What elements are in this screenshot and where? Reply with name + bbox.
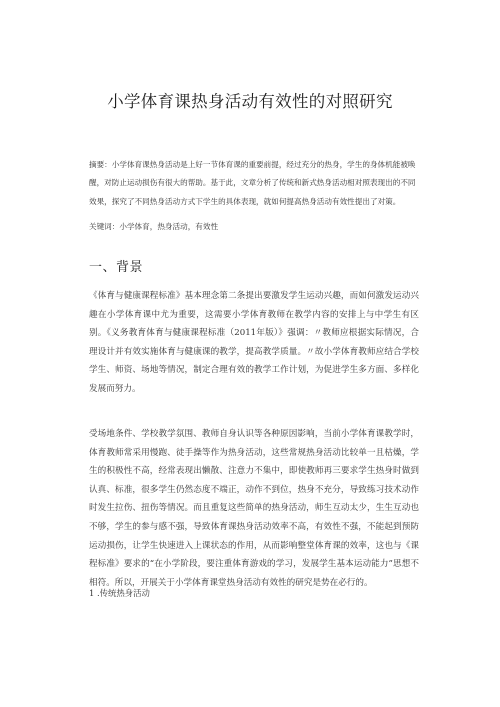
- keywords-line: 关键词：小学体育，热身活动，有效性: [89, 222, 219, 231]
- subsection-heading-traditional-warmup: 1 .传统热身活动: [89, 588, 150, 598]
- document-title: 小学体育课热身活动有效性的对照研究: [107, 92, 393, 111]
- abstract-paragraph: 摘要：小学体育课热身活动是上好一节体育课的重要前提，经过充分的热身，学生的身体机能被唤醒，对防止运动损伤有很大的帮助。基于此，文章分析了传统和新式热身活动相对照表现出的不同效果，探究了不同热身活动方式下学生的具体表现，就如何提高热身活动有效性提出了对策。: [89, 160, 416, 206]
- section-heading-background: 一、背景: [89, 260, 144, 275]
- body-paragraph-2: 受场地条件、学校教学氛围、教师自身认识等各种原因影响，当前小学体育课教学时，体育教师常采用慢跑、徒手操等作为热身活动，这些常规热身活动比较单一且枯燥，学生的积极性不高，经常表现出懒散、注意力不集中，即使教师再三要求学生热身时做到认真、标准，很多学生仍然态度不端正，动作不到位，热身不充分，导致练习技术动作时发生拉伤、扭伤等情况。而且重复这些简单的热身活动，师生互动太少，生生互动也不够，学生的参与感不强，导致体育课热身活动效率不高，有效性不强，不能起到预防运动损伤，让学生快速进入上课状态的作用，从而影响整堂体育课的效率，这也与《课程标准》要求的“在小学阶段，要注重体育游戏的学习，发展学生基本运动能力”思想不相符。所以，开展关于小学体育课堂热身活动有效性的研究是势在必行的。: [89, 429, 419, 588]
- body-paragraph-1: 《体育与健康课程标准》基本理念第二条提出要激发学生运动兴趣，而如何激发运动兴趣在小学体育课中尤为重要，这需要小学体育教师在教学内容的安排上与中学生有区别。《义务教育体育与健康课程标准（2011年版）》强调：〃教师应根据实际情况，合理设计并有效实施体育与健康课的教学，提高教学质量。〃故小学体育教师应结合学校学生、师资、场地等情况，制定合理有效的教学工作计划，为促进学生多方面、多样化发展而努力。: [89, 291, 419, 394]
